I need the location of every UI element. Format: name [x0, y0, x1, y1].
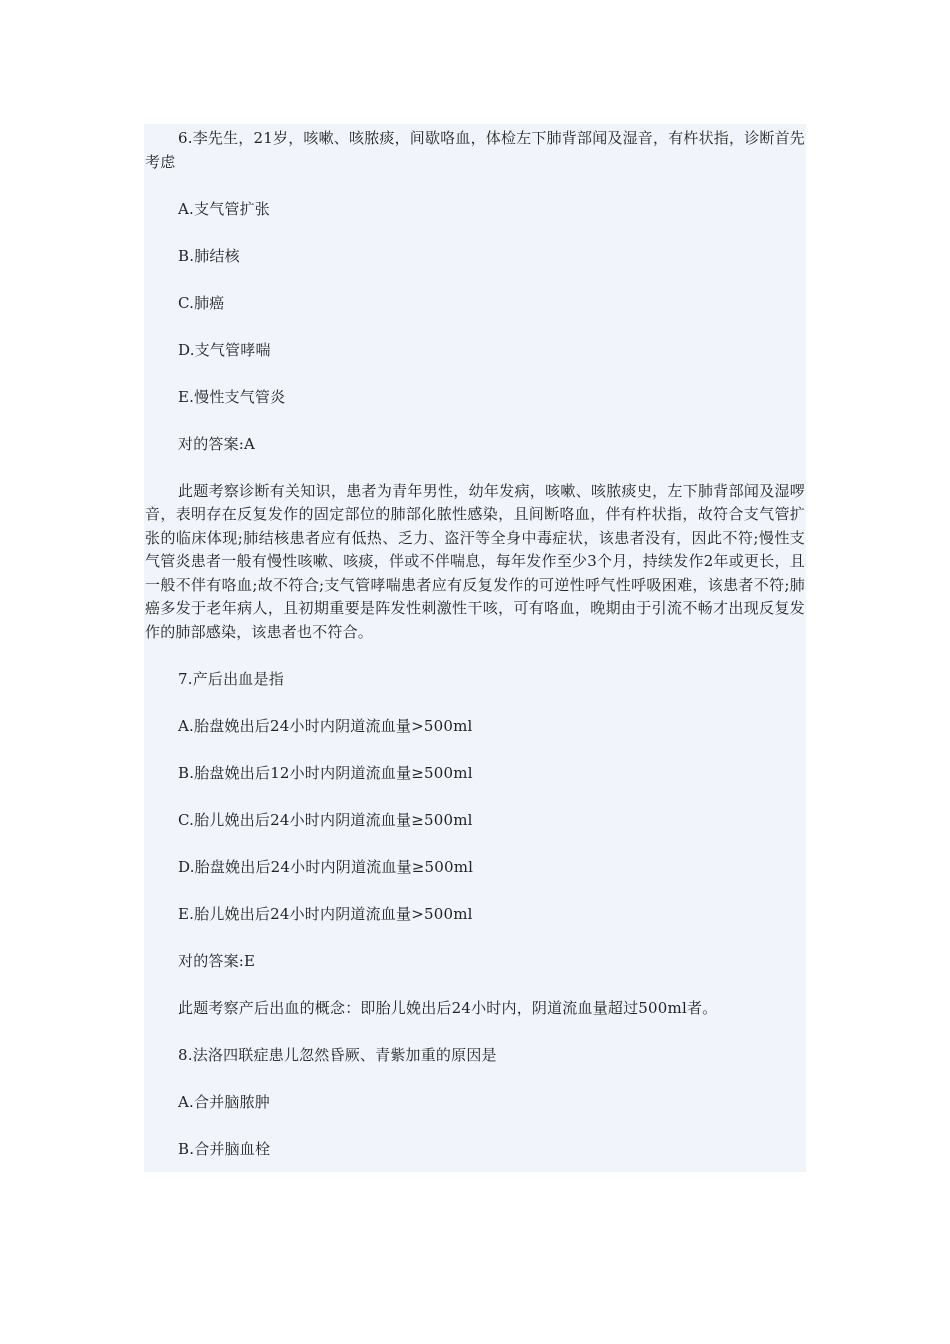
q7-option-c: C.胎儿娩出后24小时内阴道流血量≥500ml [178, 810, 473, 829]
q7-explanation: 此题考察产后出血的概念：即胎儿娩出后24小时内，阴道流血量超过500ml者。 [178, 998, 718, 1017]
q6-explanation: 此题考察诊断有关知识，患者为青年男性，幼年发病，咳嗽、咳脓痰史，左下肺背部闻及湿啰音，表明存在反复发作的固定部位的肺部化脓性感染，且间断咯血，伴有杵状指，故符合支气管扩张的临床体现;肺结核患者应有低热、乏力、盗汗等全身中毒症状，该患者没有，因此不符;慢性支气管炎患者一般有慢性咳嗽、咳痰，伴或不伴喘息，每年发作至少3个月，持续发作2年或更长，且一般不伴有咯血;故不符合;支气管哮喘患者应有反复发作的可逆性呼气性呼吸困难，该患者不符;肺癌多发于老年病人，且初期重要是阵发性刺激性干咳，可有咯血，晚期由于引流不畅才出现反复发作的肺部感染，该患者也不符合。 [145, 481, 805, 641]
q6-option-e: E.慢性支气管炎 [178, 387, 286, 406]
q6-option-c: C.肺癌 [178, 293, 225, 312]
q7-option-a: A.胎盘娩出后24小时内阴道流血量>500ml [178, 716, 473, 735]
q6-answer: 对的答案:A [178, 434, 256, 453]
q6-question: 6.李先生，21岁，咳嗽、咳脓痰，间歇咯血，体检左下肺背部闻及湿音，有杵状指，诊断首先考虑 [145, 129, 806, 171]
q8-option-a: A.合并脑脓肿 [178, 1092, 271, 1111]
q7-option-b: B.胎盘娩出后12小时内阴道流血量≥500ml [178, 763, 473, 782]
q6-option-a: A.支气管扩张 [178, 199, 271, 218]
q7-question: 7.产后出血是指 [178, 669, 284, 688]
document-body [145, 127, 805, 1185]
q7-answer: 对的答案:E [178, 951, 256, 970]
q8-question: 8.法洛四联症患儿忽然昏厥、青紫加重的原因是 [178, 1045, 497, 1064]
q8-option-b: B.合并脑血栓 [178, 1139, 271, 1158]
q7-option-d: D.胎盘娩出后24小时内阴道流血量≥500ml [178, 857, 474, 876]
q6-option-b: B.肺结核 [178, 246, 240, 265]
q7-option-e: E.胎儿娩出后24小时内阴道流血量>500ml [178, 904, 473, 923]
q6-option-d: D.支气管哮喘 [178, 340, 271, 359]
